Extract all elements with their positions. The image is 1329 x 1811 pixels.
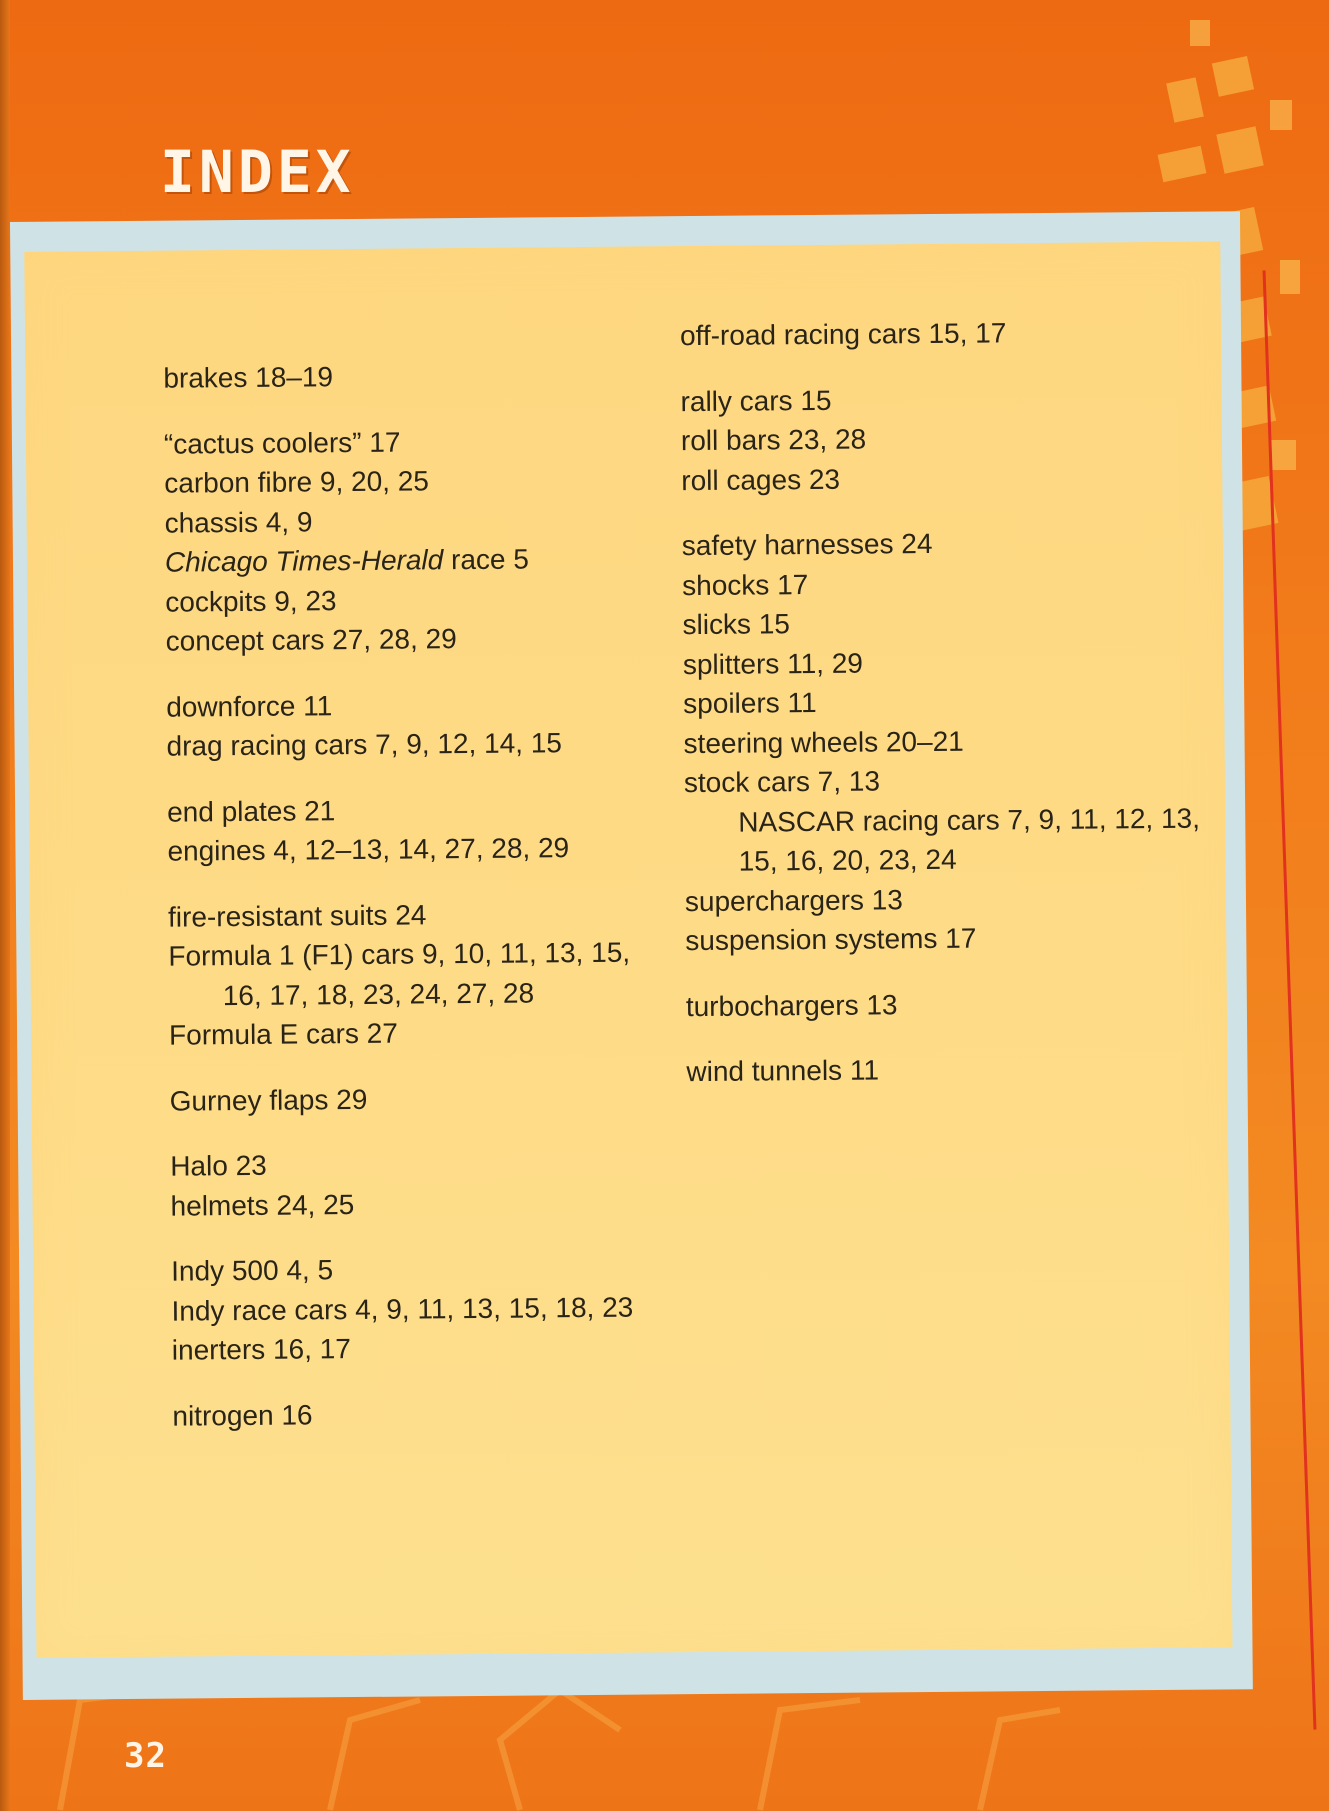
index-entry: off-road racing cars 15, 17 (679, 317, 1007, 352)
index-group-c (164, 420, 666, 661)
index-entry: fire-resistant suits 24 (167, 898, 427, 933)
index-entry: drag racing cars 7, 9, 12, 14, 15 (166, 727, 563, 762)
index-entry: wind tunnels 11 (686, 1054, 880, 1088)
index-entry: splitters 11, 29 (682, 647, 864, 680)
index-entry: superchargers 13 (684, 883, 903, 917)
index-group-g (170, 1077, 670, 1121)
index-group-h (170, 1142, 671, 1225)
index-entry: inerters 16, 17 (171, 1333, 351, 1366)
index-entry: end plates 21 (167, 794, 336, 828)
index-entry: carbon fibre 9, 20, 25 (164, 465, 430, 499)
index-entry: rally cars 15 (680, 384, 832, 417)
index-group-d (166, 683, 667, 766)
index-entry (165, 538, 665, 582)
index-entry-italic: Chicago Times-Herald (164, 544, 444, 578)
index-subentry: NASCAR racing cars 7, 9, 11, 12, 13, 15, 16, 20, 23, 24 (738, 802, 1201, 877)
index-group-e (167, 788, 668, 871)
index-entry: Indy race cars 4, 9, 11, 13, 15, 18, 23 (171, 1291, 634, 1327)
index-entry: nitrogen 16 (172, 1398, 313, 1432)
index-entry: “cactus coolers” 17 (163, 426, 401, 460)
index-entry: roll cages 23 (681, 463, 841, 496)
index-frame (10, 211, 1253, 1700)
index-group-o (680, 311, 1220, 355)
red-rule-line (1263, 270, 1317, 1729)
index-entry: concept cars 27, 28, 29 (165, 623, 457, 657)
index-entry: spoilers 11 (683, 686, 817, 720)
index-entry: chassis 4, 9 (164, 505, 313, 539)
index-entry: Halo 23 (170, 1149, 267, 1182)
index-entry: stock cars 7, 13 (683, 765, 881, 799)
index-entry: turbochargers 13 (685, 988, 898, 1022)
index-entry: Formula E cars 27 (168, 1017, 398, 1051)
index-group-b (163, 354, 663, 398)
index-entry: engines 4, 12–13, 14, 27, 28, 29 (167, 832, 570, 867)
page-number: 32 (124, 1736, 167, 1776)
index-entry: Gurney flaps 29 (169, 1083, 368, 1117)
index-entry: safety harnesses 24 (681, 527, 933, 562)
index-entry: brakes 18–19 (163, 361, 334, 394)
index-column-left (163, 354, 673, 1461)
index-group-f (168, 893, 669, 1055)
page-title: INDEX (160, 138, 355, 206)
index-group-n (172, 1392, 672, 1436)
index-entry: downforce 11 (166, 689, 333, 723)
index-entry: Formula 1 (F1) cars 9, 10, 11, 13, 15, 16, 17, 18, 23, 24, 27, 28 (168, 936, 631, 1011)
index-entry: roll bars 23, 28 (680, 423, 867, 457)
index-entry: suspension systems 17 (685, 922, 977, 957)
index-panel (24, 241, 1232, 1657)
index-entry: slicks 15 (682, 608, 791, 641)
index-entry: Indy 500 4, 5 (171, 1254, 334, 1287)
index-entry: shocks 17 (682, 568, 809, 601)
page-spine (0, 0, 10, 1811)
index-column-right (680, 311, 1227, 1117)
index-group-s (682, 521, 1226, 960)
index-group-t (686, 982, 1226, 1026)
index-group-w (686, 1047, 1226, 1091)
index-entry: steering wheels 20–21 (683, 725, 964, 759)
index-entry: helmets 24, 25 (170, 1188, 355, 1222)
index-group-i (171, 1247, 672, 1370)
index-entry-text: race 5 (443, 543, 530, 576)
index-group-r (680, 377, 1221, 500)
index-entry: cockpits 9, 23 (165, 584, 337, 618)
